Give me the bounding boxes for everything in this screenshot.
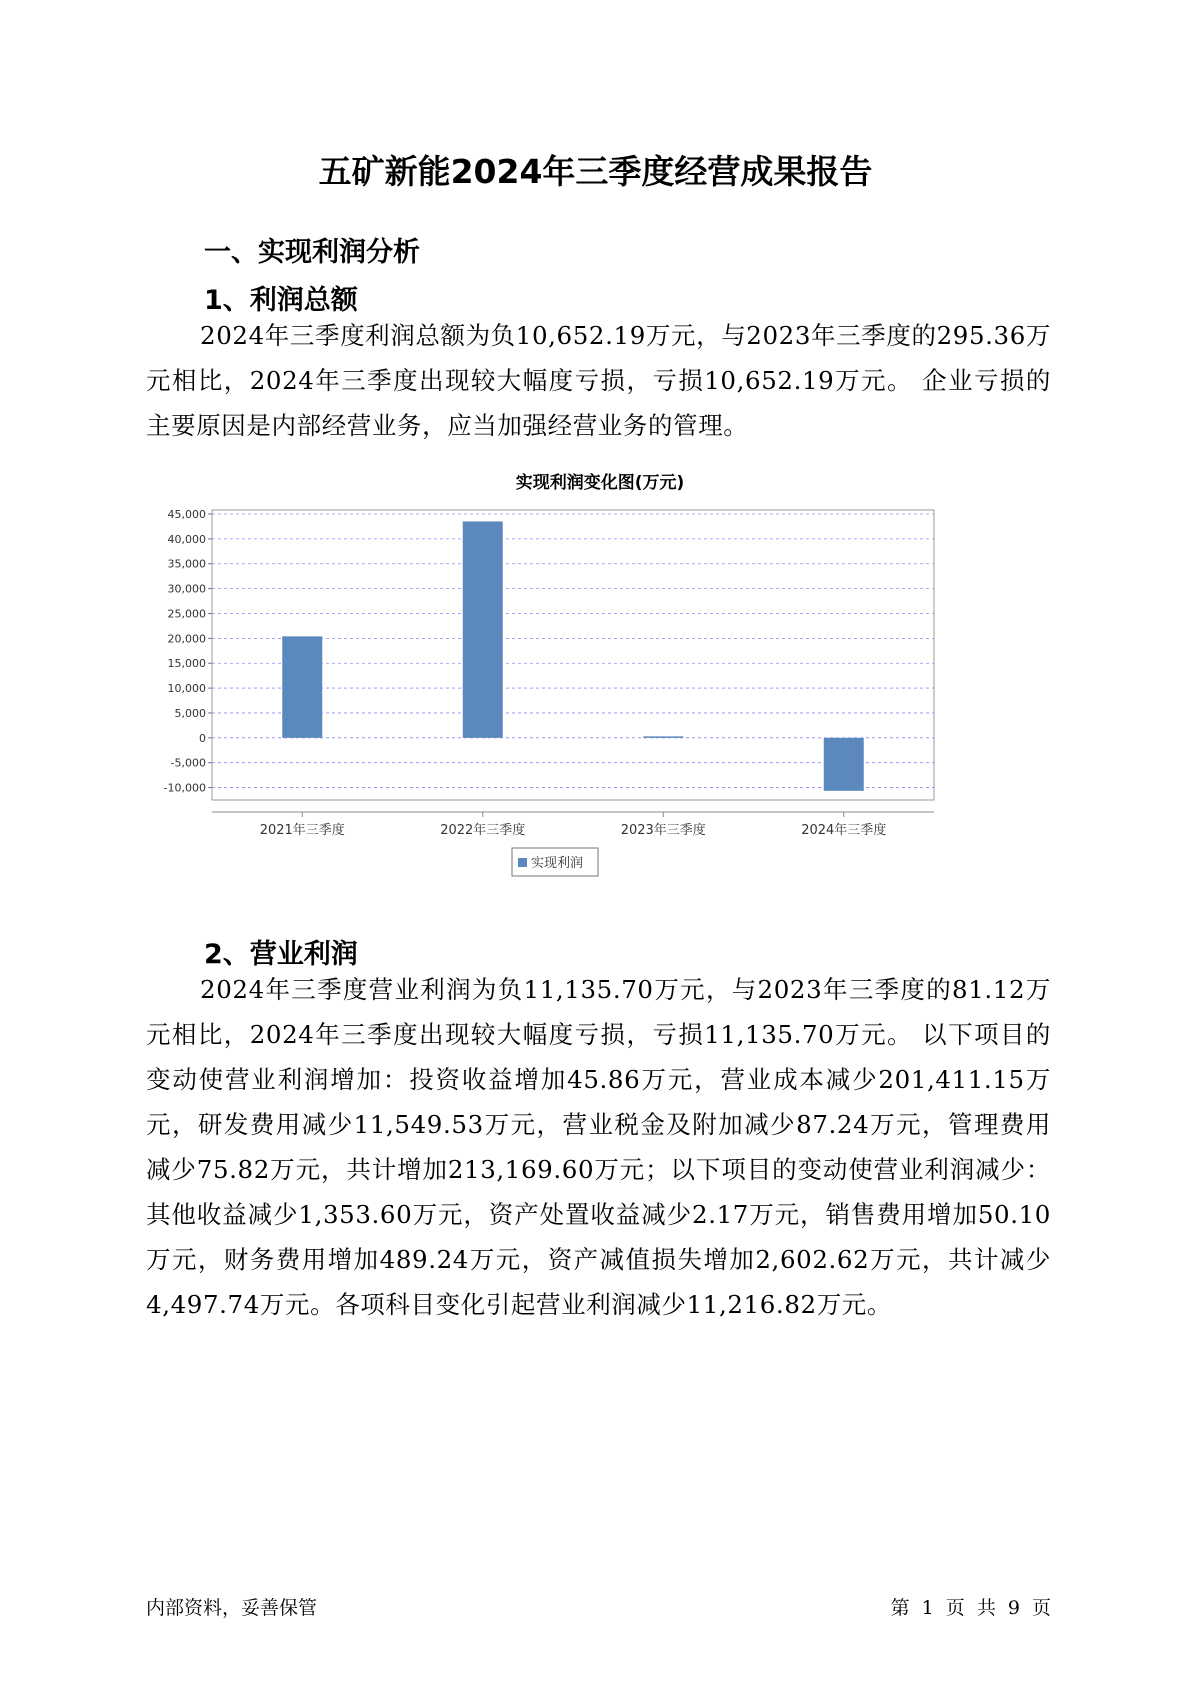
y-tick-label: 30,000 <box>167 582 206 596</box>
y-tick-label: 0 <box>199 731 206 745</box>
subsection-heading-operating-profit: 2、营业利润 <box>204 939 358 970</box>
section-heading-profit-analysis: 一、实现利润分析 <box>204 237 420 268</box>
footer-page-number: 第 1 页 共 9 页 <box>890 1597 1051 1619</box>
y-tick-label: 45,000 <box>167 508 206 521</box>
total-profit-paragraph: 2024年三季度利润总额为负10,652.19万元，与2023年三季度的295.36万元相比，2024年三季度出现较大幅度亏损，亏损10,652.19万元。 企业亏损的主要原因是内部经营业务，应当加强经营业务的管理。 <box>146 321 1051 440</box>
y-tick-label: 35,000 <box>167 557 206 571</box>
bar-2023年三季度 <box>643 736 683 737</box>
y-tick-label: 5,000 <box>174 706 206 720</box>
profit-chart <box>150 473 1050 950</box>
x-tick-label: 2024年三季度 <box>801 823 887 838</box>
y-tick-label: 25,000 <box>167 607 206 621</box>
y-tick-label: 15,000 <box>167 657 206 671</box>
legend-label: 实现利润 <box>531 856 584 871</box>
y-tick-label: 40,000 <box>167 532 206 546</box>
y-tick-label: -5,000 <box>170 756 206 770</box>
bar-2021年三季度 <box>282 636 322 737</box>
footer-confidential-note: 内部资料，妥善保管 <box>146 1597 318 1619</box>
y-tick-label: -10,000 <box>163 781 206 795</box>
subsection-heading-total-profit: 1、利润总额 <box>204 285 358 316</box>
y-tick-label: 10,000 <box>167 682 206 696</box>
legend-swatch <box>518 858 527 867</box>
profit-bar-chart <box>150 473 1050 950</box>
chart-title: 实现利润变化图(万元) <box>515 473 685 493</box>
operating-profit-paragraph: 2024年三季度营业利润为负11,135.70万元，与2023年三季度的81.12万元相比，2024年三季度出现较大幅度亏损，亏损11,135.70万元。 以下项目的变动使营业利润增加：投资收益增加45.86万元，营业成本减少201,411.15万元，研发费用减少11,549.53万元，营业税金及附加减少87.24万元，管理费用减少75.82万元，共计增加213,169.60万元；以下项目的变动使营业利润减少：其他收益减少1,353.60万元，资产处置收益减少2.17万元，销售费用增加50.10万元，财务费用增加489.24万元，资产减值损失增加2,602.62万元，共计减少4,497.74万元。各项科目变化引起营业利润减少11,216.82万元。 <box>146 975 1051 1319</box>
y-tick-label: 20,000 <box>167 632 206 646</box>
x-tick-label: 2021年三季度 <box>259 823 345 838</box>
bar-2022年三季度 <box>463 521 503 737</box>
page-title: 五矿新能2024年三季度经营成果报告 <box>318 152 873 191</box>
bar-2024年三季度 <box>824 738 864 791</box>
x-tick-label: 2023年三季度 <box>620 823 706 838</box>
x-tick-label: 2022年三季度 <box>440 823 526 838</box>
